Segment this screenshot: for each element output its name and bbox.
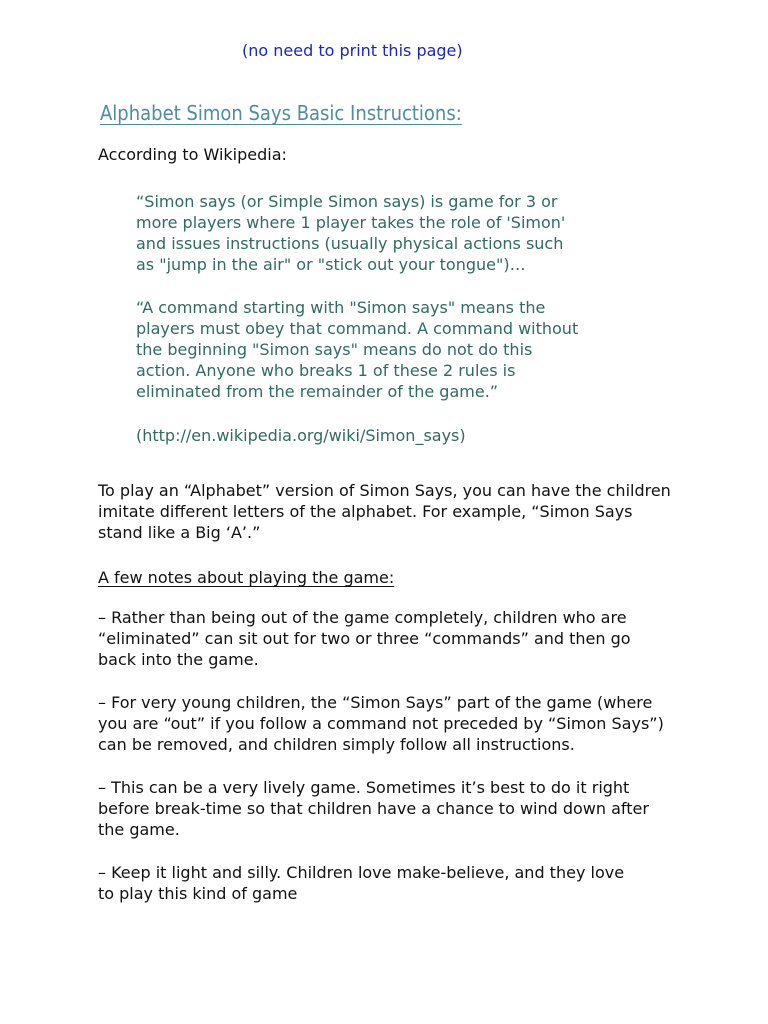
print-note: (no need to print this page) <box>242 41 463 60</box>
note-line: – Rather than being out of the game completely, children who are <box>98 608 627 627</box>
quote-line: “A command starting with "Simon says" means the <box>136 298 546 317</box>
quote-line: more players where 1 player takes the role of 'Simon' <box>136 213 566 232</box>
note-line: – Keep it light and silly. Children love make-believe, and they love <box>98 863 625 882</box>
intro-text: According to Wikipedia: <box>98 145 287 164</box>
page-title: Alphabet Simon Says Basic Instructions: <box>100 101 462 125</box>
quote-line: “Simon says (or Simple Simon says) is game for 3 or <box>136 192 558 211</box>
note-line: to play this kind of game <box>98 884 298 903</box>
quote-line: the beginning "Simon says" means do not do this <box>136 340 533 359</box>
quote-line: players must obey that command. A command without <box>136 319 579 338</box>
notes-heading: A few notes about playing the game: <box>98 568 395 587</box>
note-line: – For very young children, the “Simon Says” part of the game (where <box>98 693 653 712</box>
note-line: back into the game. <box>98 650 259 669</box>
quote-line: as "jump in the air" or "stick out your tongue")… <box>136 255 526 274</box>
quote-line: eliminated from the remainder of the game.” <box>136 382 499 401</box>
note-line: – This can be a very lively game. Sometimes it’s best to do it right <box>98 778 630 797</box>
note-line: the game. <box>98 820 180 839</box>
note-line: can be removed, and children simply follow all instructions. <box>98 735 575 754</box>
quote-line: and issues instructions (usually physical actions such <box>136 234 564 253</box>
note-line: before break-time so that children have a chance to wind down after <box>98 799 649 818</box>
play-line: To play an “Alphabet” version of Simon Says, you can have the children <box>98 481 671 500</box>
note-line: “eliminated” can sit out for two or three “commands” and then go <box>98 629 631 648</box>
play-line: imitate different letters of the alphabet. For example, “Simon Says <box>98 502 633 521</box>
quote-source: (http://en.wikipedia.org/wiki/Simon_says) <box>136 426 466 445</box>
play-line: stand like a Big ‘A’.” <box>98 523 261 542</box>
note-line: you are “out” if you follow a command not preceded by “Simon Says”) <box>98 714 664 733</box>
quote-line: action. Anyone who breaks 1 of these 2 rules is <box>136 361 516 380</box>
